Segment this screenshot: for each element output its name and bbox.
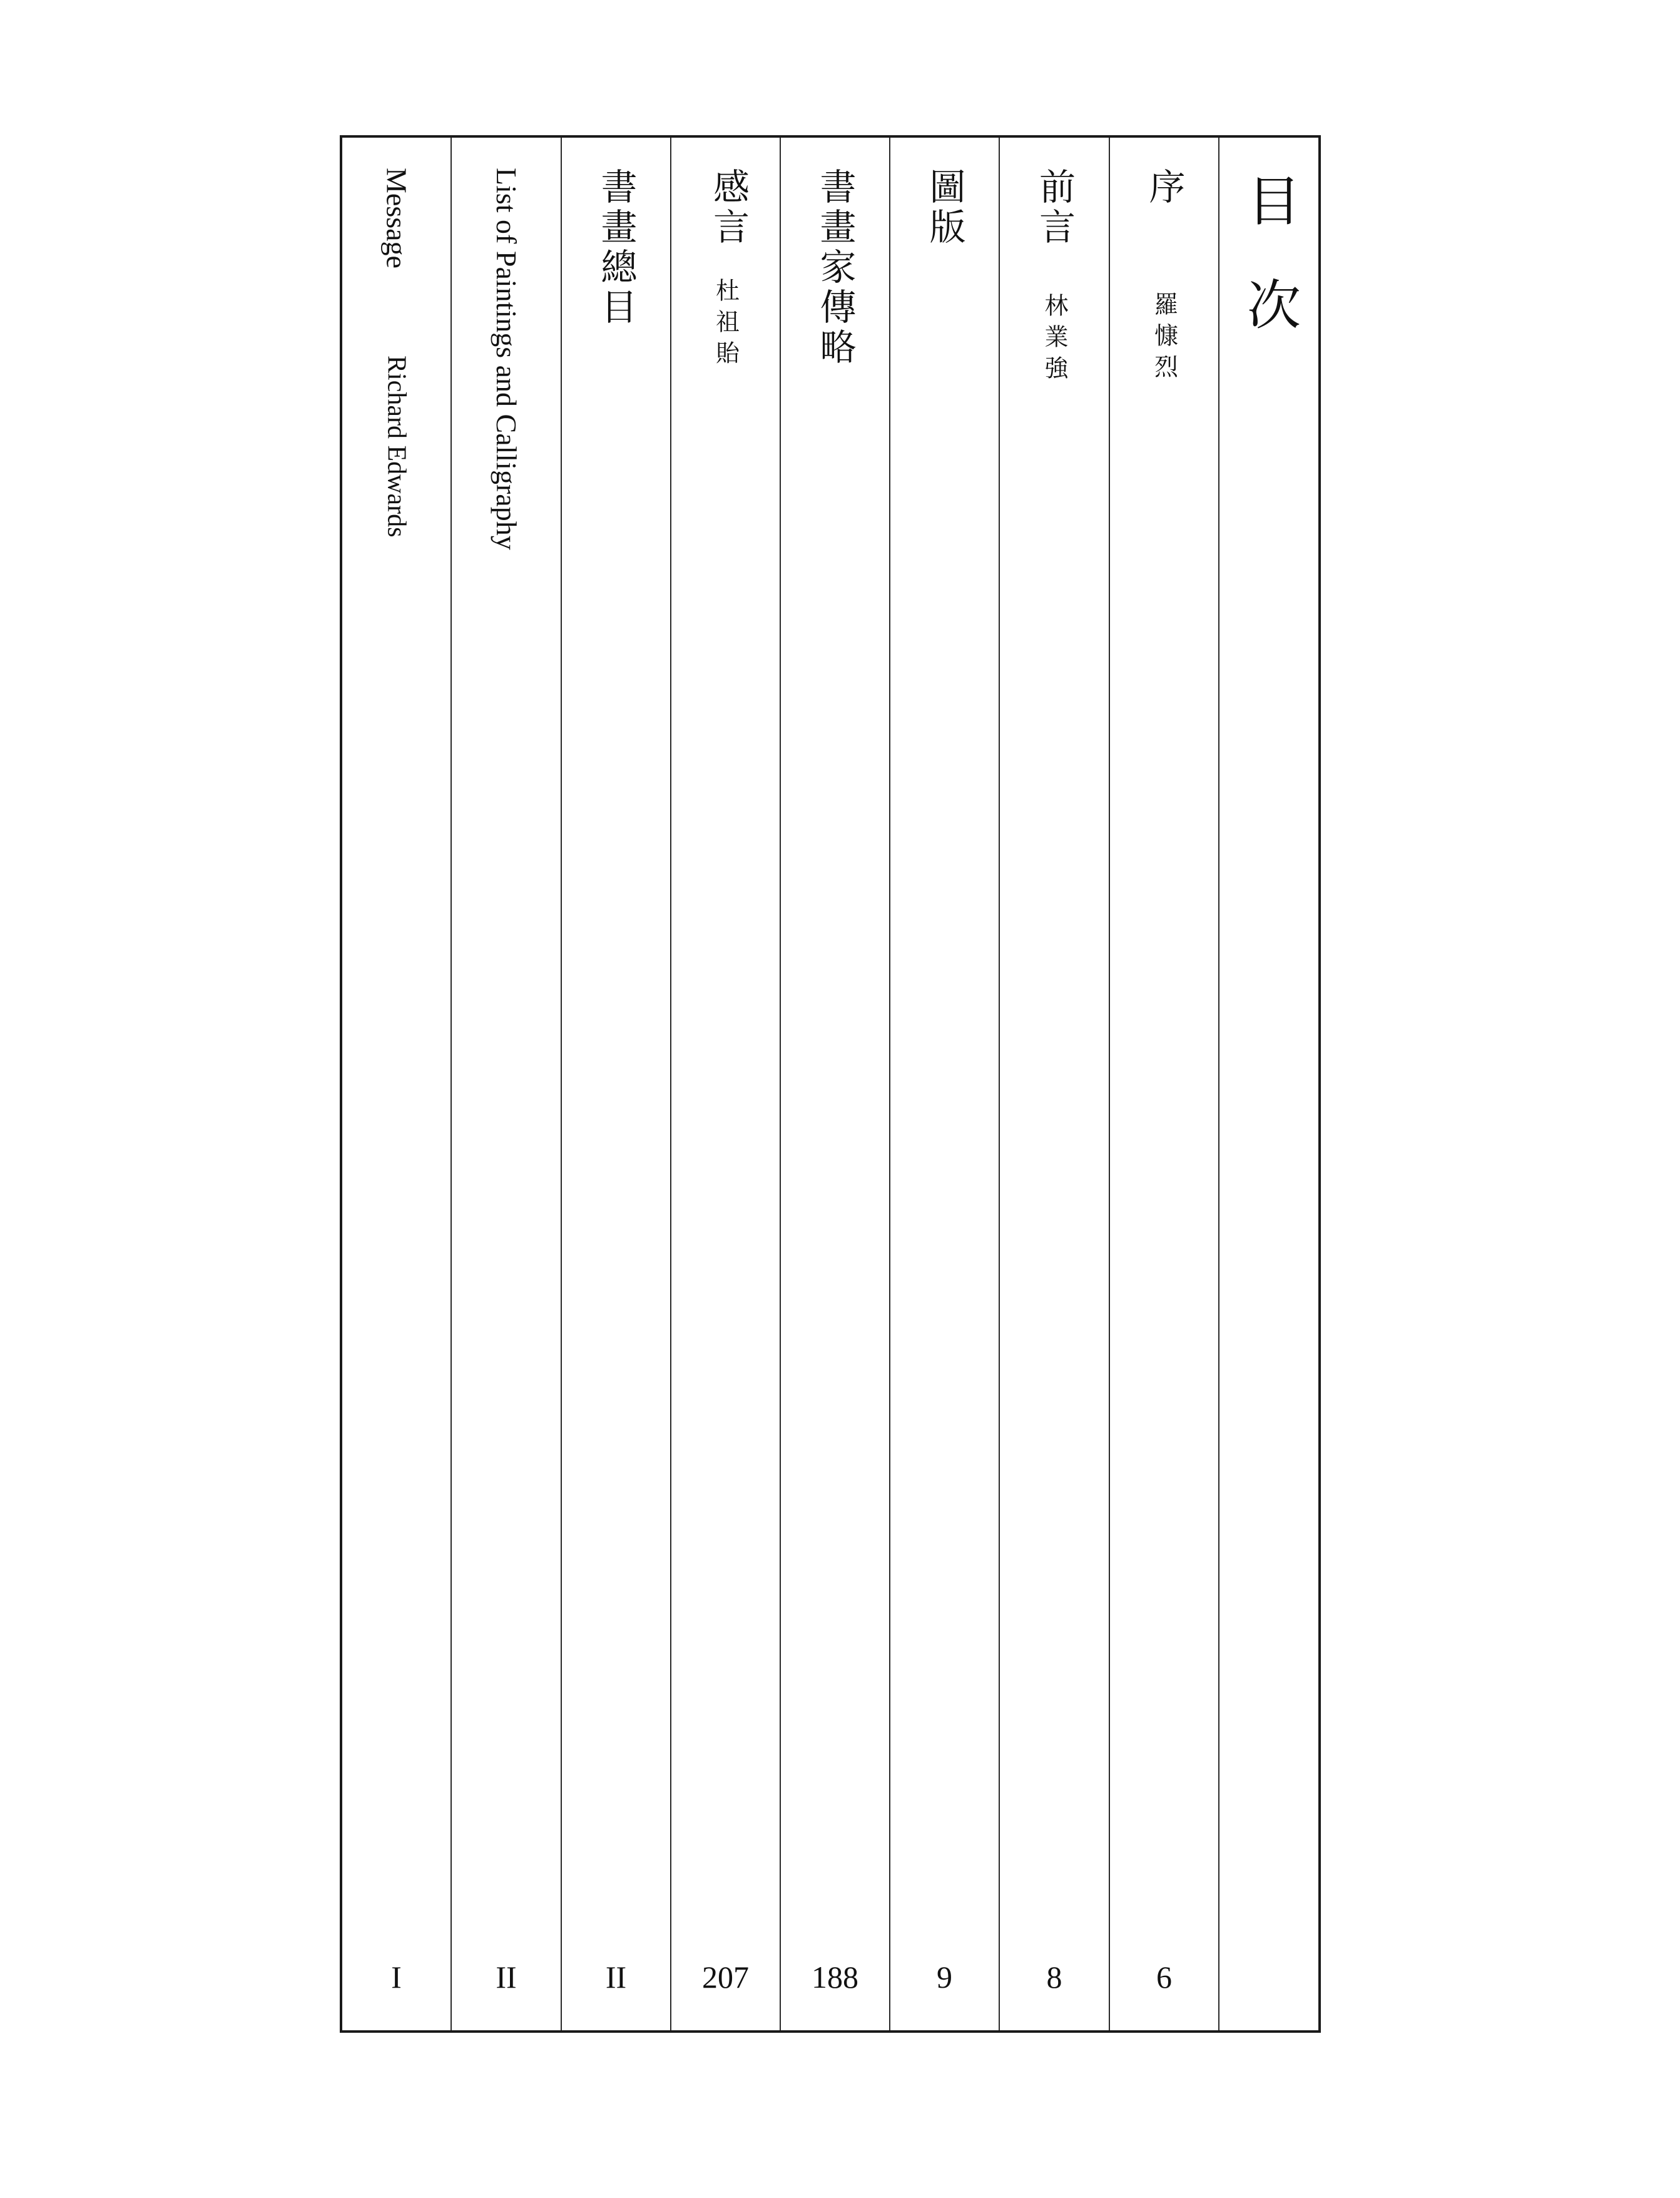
entry-title: Message — [380, 168, 413, 268]
toc-entry-remarks[interactable] — [671, 138, 781, 2030]
toc-entry-foreword[interactable] — [1000, 138, 1110, 2030]
entry-page-number: II — [496, 1960, 517, 1995]
entry-title: 書畫總目 — [594, 168, 638, 328]
entry-title: 前言 — [1033, 168, 1076, 248]
toc-entry-preface[interactable] — [1110, 138, 1219, 2030]
toc-entry-biographies[interactable] — [781, 138, 890, 2030]
entry-page-number: 9 — [937, 1960, 952, 1995]
toc-entry-catalogue[interactable] — [562, 138, 671, 2030]
entry-page-number: 6 — [1156, 1960, 1172, 1995]
table-of-contents — [340, 135, 1321, 2033]
entry-page-number: 8 — [1046, 1960, 1062, 1995]
entry-title: 感言 — [707, 168, 750, 248]
entry-page-number: I — [391, 1960, 402, 1995]
entry-page-number: 188 — [812, 1960, 858, 1995]
entry-author: 羅慷烈 — [1150, 292, 1178, 386]
toc-heading-column — [1219, 138, 1318, 2030]
toc-entry-plates[interactable] — [890, 138, 1000, 2030]
entry-title: 書畫家傳略 — [813, 168, 857, 368]
entry-page-number: II — [605, 1960, 627, 1995]
entry-title: 序 — [1143, 168, 1186, 208]
page-title: 目次 — [1238, 173, 1300, 381]
entry-title: List of Paintings and Calligraphy — [491, 168, 522, 550]
toc-entry-list-of-paintings[interactable] — [452, 138, 562, 2030]
entry-author: 林業強 — [1041, 293, 1068, 387]
entry-page-number: 207 — [702, 1960, 749, 1995]
toc-entry-message[interactable] — [342, 138, 452, 2030]
entry-author: 杜祖貽 — [711, 278, 740, 372]
entry-author: Richard Edwards — [382, 355, 411, 538]
entry-title: 圖版 — [923, 168, 966, 248]
